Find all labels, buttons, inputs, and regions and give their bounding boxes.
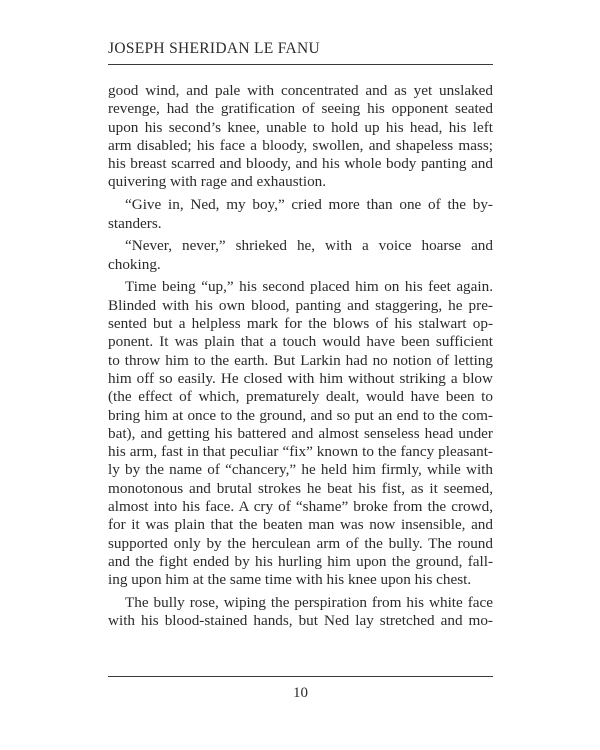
text-line: monotonous and brutal strokes he beat his fist, as it seemed, [108, 479, 493, 497]
text-line: ing upon him at the same time with his knee upon his chest. [108, 571, 472, 589]
running-head: JOSEPH SHERIDAN LE FANU [108, 40, 321, 57]
text-line: bat), and getting his battered and almost senseless head under [108, 424, 493, 442]
paragraph [108, 278, 493, 589]
text-line: revenge, had the gratification of seeing his opponent seated [108, 100, 493, 118]
text-line: ly by the name of “chancery,” he held him firmly, while with [108, 461, 493, 479]
text-line: Time being “up,” his second placed him on his feet again. [125, 278, 493, 296]
text-line: supported only by the herculean arm of the bully. The round [108, 534, 493, 552]
text-line: bring him at once to the ground, and so put an end to the com- [108, 406, 493, 424]
text-line: ponent. It was plain that a touch would have been sufficient [108, 333, 493, 351]
paragraph [108, 594, 493, 631]
body-text [108, 82, 493, 631]
paragraph [108, 196, 493, 233]
text-line: “Give in, Ned, my boy,” cried more than one of the by- [125, 196, 493, 214]
text-line: (the effect of which, prematurely dealt, would have been to [108, 388, 493, 406]
text-line: arm disabled; his face a bloody, swollen, and shapeless mass; [108, 136, 493, 154]
text-line: “Never, never,” shrieked he, with a voice hoarse and [125, 237, 493, 255]
text-line: good wind, and pale with concentrated and as yet unslaked [108, 82, 493, 99]
text-line: almost into his face. A cry of “shame” broke from the crowd, [108, 498, 493, 516]
text-line: choking. [108, 255, 161, 273]
text-line: his breast scarred and bloody, and his whole body panting and [108, 155, 493, 173]
text-line: to throw him to the earth. But Larkin had no notion of letting [108, 351, 493, 369]
header-rule [108, 64, 493, 65]
text-line: Blinded with his own blood, panting and staggering, he pre- [108, 296, 493, 314]
footer-rule [108, 676, 493, 677]
page-number: 10 [293, 685, 308, 701]
text-line: for it was plain that the beaten man was now insensible, and [108, 516, 493, 534]
paragraph [108, 82, 493, 192]
text-line: standers. [108, 214, 162, 232]
text-line: quivering with rage and exhaustion. [108, 173, 327, 191]
text-line: sented but a helpless mark for the blows of his stalwart op- [108, 315, 493, 333]
text-line: upon his second’s knee, unable to hold up his head, his left [108, 118, 493, 136]
text-line: him off so easily. He closed with him without striking a blow [108, 369, 493, 387]
paragraph [108, 237, 493, 274]
text-line: with his blood-stained hands, but Ned lay stretched and mo- [108, 612, 493, 630]
text-line: The bully rose, wiping the perspiration from his white face [125, 594, 493, 612]
text-line: his arm, fast in that peculiar “fix” known to the fancy pleasant- [108, 443, 493, 461]
text-line: and the fight ended by his hurling him upon the ground, fall- [108, 552, 493, 570]
